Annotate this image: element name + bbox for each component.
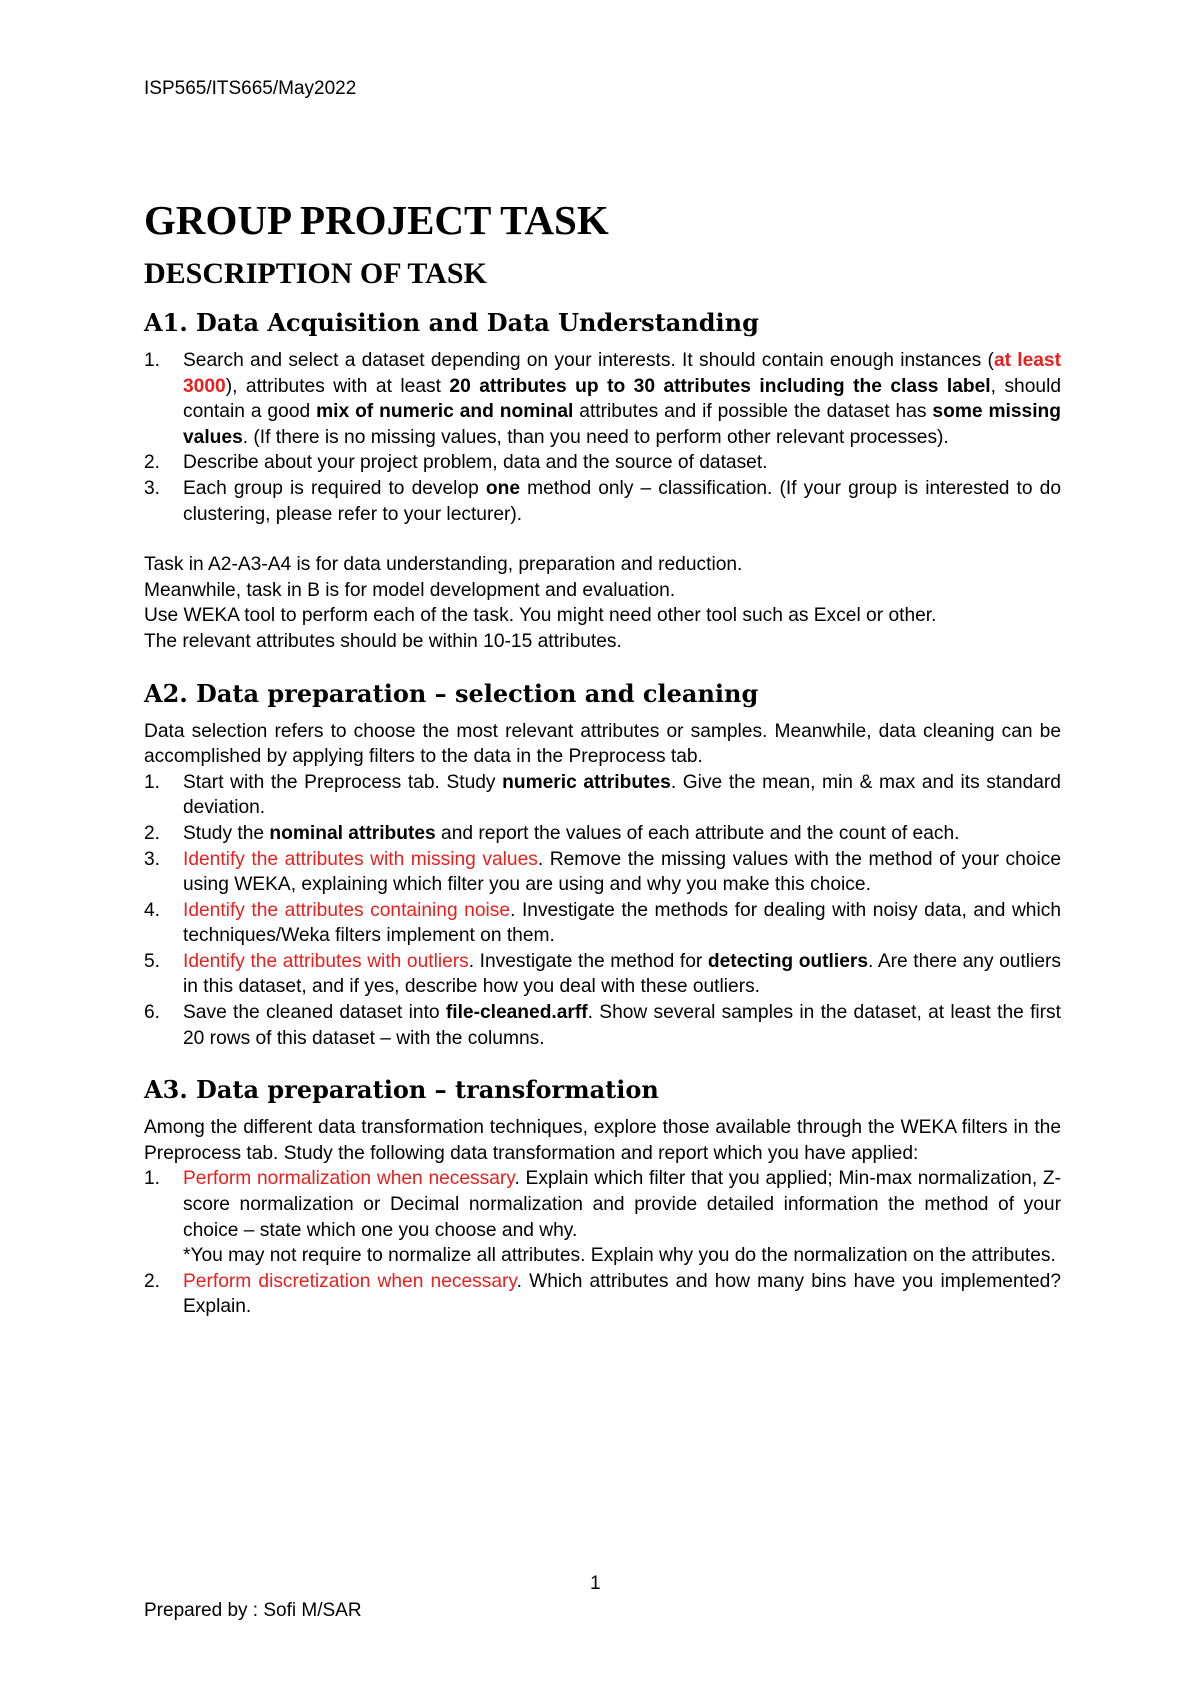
item-text: . Investigate the method for bbox=[468, 950, 708, 972]
task-notes bbox=[144, 552, 1061, 654]
item-text: . (If there is no missing values, than you need to perform other relevant processes). bbox=[242, 426, 949, 448]
note-line: The relevant attributes should be within 10-15 attributes. bbox=[144, 630, 622, 652]
section-a1-list bbox=[144, 348, 1061, 527]
list-number: 4. bbox=[144, 899, 161, 921]
item-text: Describe about your project problem, data and the source of dataset. bbox=[183, 452, 768, 474]
section-a2-heading: A2. Data preparation – selection and cleaning bbox=[144, 678, 759, 708]
bold-text: mix of numeric and nominal bbox=[316, 401, 574, 423]
list-number: 1. bbox=[144, 350, 161, 371]
list-number: 2. bbox=[144, 822, 161, 844]
document-body bbox=[144, 196, 1061, 1344]
list-number: 5. bbox=[144, 950, 161, 972]
list-item bbox=[144, 949, 1061, 1000]
section-a3-intro: Among the different data transformation techniques, explore those available through the WEKA filters in the Preprocess tab. Study the following data transformation and report which you have applied: bbox=[144, 1117, 1061, 1164]
item-text: Study the bbox=[183, 822, 270, 844]
highlight-text: Identify the attributes containing noise bbox=[183, 899, 511, 921]
section-a3-heading: A3. Data preparation – transformation bbox=[144, 1075, 659, 1105]
section-a3-list bbox=[144, 1166, 1061, 1320]
list-item bbox=[144, 770, 1061, 821]
page-number: 1 bbox=[590, 1573, 601, 1594]
bold-text: one bbox=[485, 477, 521, 499]
highlight-text: at least 3000 bbox=[183, 350, 1061, 397]
section-a2 bbox=[144, 679, 1061, 1052]
list-number: 3. bbox=[144, 477, 161, 499]
item-text: Save the cleaned dataset into bbox=[183, 1002, 446, 1024]
item-text: . Remove the missing values with the method of your choice using WEKA, explaining which filter you are using and why you make this choice. bbox=[183, 848, 1061, 896]
section-a1 bbox=[144, 308, 1061, 655]
list-number: 1. bbox=[144, 1168, 161, 1190]
list-number: 3. bbox=[144, 848, 161, 870]
section-a1-heading: A1. Data Acquisition and Data Understanding bbox=[144, 308, 759, 337]
item-text: . Are there any outliers in this dataset, and if yes, describe how you deal with these outliers. bbox=[183, 950, 1061, 998]
note-line: Task in A2-A3-A4 is for data understanding, preparation and reduction. bbox=[144, 554, 743, 576]
item-text: . Investigate the methods for dealing with noisy data, and which techniques/Weka filters implement on them. bbox=[183, 899, 1061, 947]
list-item bbox=[144, 1269, 1061, 1320]
note-line: Use WEKA tool to perform each of the task. You might need other tool such as Excel or other. bbox=[144, 605, 937, 627]
item-text: Search and select a dataset depending on your interests. It should contain enough instances ( bbox=[183, 350, 994, 371]
item-text: Each group is required to develop bbox=[183, 477, 486, 499]
highlight-text: Perform normalization when necessary bbox=[183, 1168, 515, 1190]
bold-text: 20 attributes up to 30 attributes including the class label bbox=[449, 375, 991, 397]
item-text: ), attributes with at least bbox=[225, 375, 450, 397]
section-a2-list bbox=[144, 770, 1061, 1052]
item-text: and report the values of each attribute and the count of each. bbox=[435, 822, 960, 844]
list-number: 2. bbox=[144, 452, 161, 474]
footer-prepared-by: Prepared by : Sofi M/SAR bbox=[144, 1600, 362, 1621]
bold-text: detecting outliers bbox=[707, 950, 869, 972]
item-text: Start with the Preprocess tab. Study bbox=[183, 771, 503, 793]
item-text: . Which attributes and how many bins have you implemented? Explain. bbox=[183, 1270, 1061, 1318]
highlight-text: Perform discretization when necessary bbox=[183, 1270, 517, 1292]
list-item bbox=[144, 1000, 1061, 1051]
list-item bbox=[144, 847, 1061, 898]
item-text: attributes and if possible the dataset has bbox=[573, 401, 933, 423]
list-number: 1. bbox=[144, 771, 161, 793]
highlight-text: Identify the attributes with outliers bbox=[183, 950, 469, 972]
list-item bbox=[144, 898, 1061, 949]
item-text: . Explain which filter that you applied; Min-max normalization, Z-score normalization or Decimal normalization and provide detailed information the method of your choice – state which one you choose and why. bbox=[183, 1168, 1062, 1241]
header-course-code: ISP565/ITS665/May2022 bbox=[144, 78, 357, 99]
list-item bbox=[144, 450, 1061, 476]
highlight-text: Identify the attributes with missing values bbox=[183, 848, 538, 870]
page-title: GROUP PROJECT TASK bbox=[144, 197, 609, 243]
list-number: 2. bbox=[144, 1270, 161, 1292]
section-a2-intro: Data selection refers to choose the most relevant attributes or samples. Meanwhile, data cleaning can be accomplished by applying filters to the data in the Preprocess tab. bbox=[144, 720, 1061, 768]
list-item bbox=[144, 476, 1061, 527]
item-text: , should contain a good bbox=[183, 375, 1061, 423]
note-line: Meanwhile, task in B is for model development and evaluation. bbox=[144, 579, 676, 601]
item-text: . Give the mean, min & max and its standard deviation. bbox=[183, 771, 1061, 819]
list-item bbox=[144, 348, 1061, 450]
bold-text: some missing values bbox=[183, 401, 1061, 448]
bold-text: numeric attributes bbox=[502, 771, 671, 793]
item-text: . Show several samples in the dataset, at least the first 20 rows of this dataset – with the columns. bbox=[183, 1002, 1061, 1049]
bold-text: nominal attributes bbox=[269, 822, 436, 844]
list-item bbox=[144, 1166, 1061, 1268]
item-note: *You may not require to normalize all attributes. Explain why you do the normalization on the attributes. bbox=[183, 1245, 1056, 1267]
list-number: 6. bbox=[144, 1002, 161, 1024]
list-item bbox=[144, 821, 1061, 847]
bold-text: file-cleaned.arff bbox=[445, 1002, 588, 1024]
page-subtitle: DESCRIPTION OF TASK bbox=[144, 257, 487, 290]
section-a3 bbox=[144, 1075, 1061, 1320]
item-text: method only – classification. (If your group is interested to do clustering, please refer to your lecturer). bbox=[183, 477, 1062, 525]
